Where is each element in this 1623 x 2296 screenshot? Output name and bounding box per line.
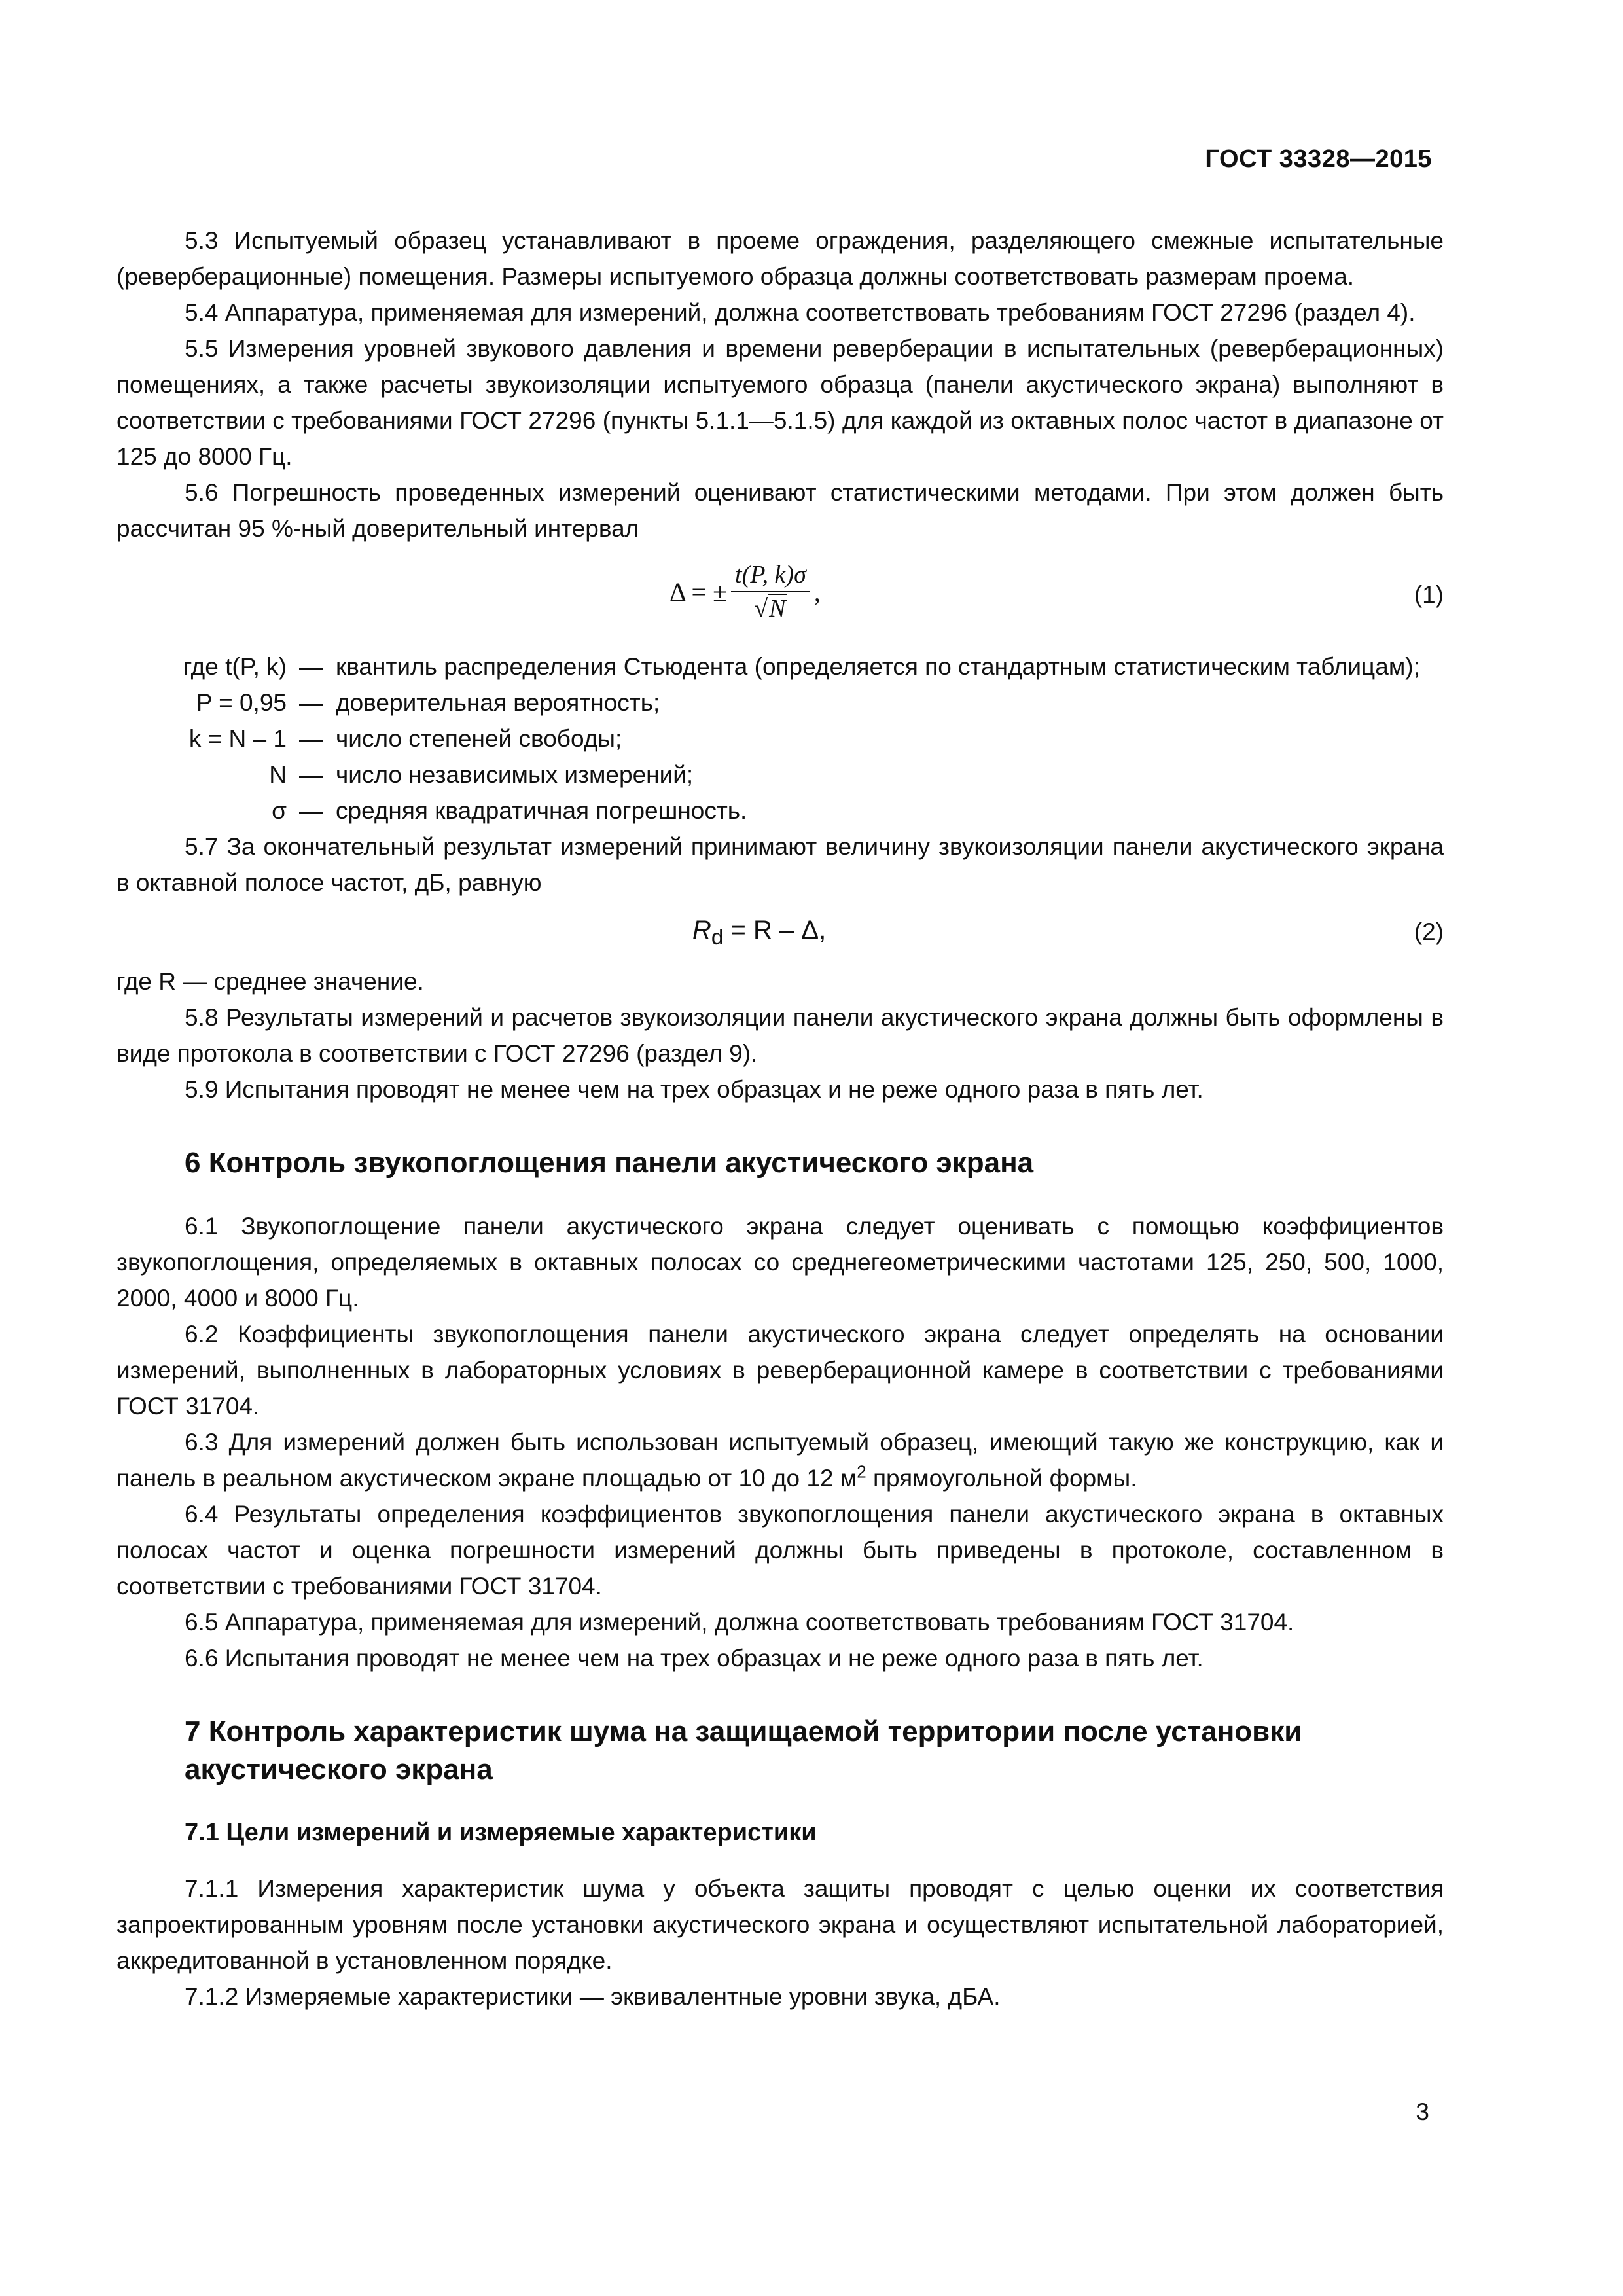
where-dash: — bbox=[299, 725, 323, 752]
where-description: число степеней свободы; bbox=[336, 725, 622, 752]
formula-1-fraction bbox=[731, 560, 810, 624]
paragraph-5-5: 5.5 Измерения уровней звукового давления и времени реверберации в испытательных (реверберационных) помещениях, а также расчеты звукоизоляции испытуемого образца (панели акустического экрана) выполняют в соответствии с требованиями ГОСТ 27296 (пункты 5.1.1—5.1.5) для каждой из октавных полос частот в диапазоне от 125 до 8000 Гц. bbox=[116, 335, 1444, 470]
where-item bbox=[116, 649, 1444, 685]
formula-1 bbox=[116, 550, 1444, 642]
formula-1-tail: , bbox=[813, 577, 821, 607]
paragraph-6-3-text: 6.3 Для измерений должен быть использован испытуемый образец, имеющий такую же конструкцию, как и панель в реальном акустическом экране площадью от 10 до 12 м bbox=[116, 1429, 1444, 1492]
paragraph-6-2: 6.2 Коэффициенты звукопоглощения панели акустического экрана следует определять на основании измерений, выполненных в лабораторных условиях в реверберационной камере в соответствии с требованиями ГОСТ 31704. bbox=[116, 1321, 1444, 1420]
where-symbol: где t(P, k) bbox=[183, 653, 287, 680]
formula-2 bbox=[116, 907, 1444, 960]
where-item bbox=[116, 793, 1444, 829]
paragraph-5-6: 5.6 Погрешность проведенных измерений оценивают статистическими методами. При этом должен быть рассчитан 95 %-ный доверительный интервал bbox=[116, 479, 1444, 542]
paragraph-5-8: 5.8 Результаты измерений и расчетов звукоизоляции панели акустического экрана должны быть оформлены в виде протокола в соответствии с ГОСТ 27296 (раздел 9). bbox=[116, 1004, 1444, 1067]
where-item bbox=[116, 685, 1444, 721]
formula-1-number: (1) bbox=[1414, 581, 1444, 608]
formula-1-numerator: t(P, k)σ bbox=[731, 560, 810, 592]
where-list bbox=[116, 649, 1444, 829]
formula-1-lhs: Δ = ± bbox=[669, 577, 728, 607]
where-dash: — bbox=[299, 689, 323, 716]
paragraph-5-4: 5.4 Аппаратура, применяемая для измерений, должна соответствовать требованиям ГОСТ 27296 (раздел 4). bbox=[185, 299, 1416, 326]
where-symbol: N bbox=[269, 761, 287, 788]
where-dash: — bbox=[299, 761, 323, 788]
formula-2-where: где R — среднее значение. bbox=[116, 968, 424, 995]
formula-1-expression bbox=[669, 560, 821, 624]
paragraph-7-1-2: 7.1.2 Измеряемые характеристики — эквивалентные уровни звука, дБА. bbox=[185, 1983, 1001, 2010]
paragraph-6-1: 6.1 Звукопоглощение панели акустического экрана следует оценивать с помощью коэффициентов звукопоглощения, определяемых в октавных полосах со среднегеометрическими частотами 125, 250, 500, 1000, 2000, 4000 и 8000 Гц. bbox=[116, 1213, 1444, 1312]
where-symbol: k = N – 1 bbox=[188, 725, 287, 752]
page-number: 3 bbox=[1416, 2098, 1429, 2125]
paragraph-6-4: 6.4 Результаты определения коэффициентов звукопоглощения панели акустического экрана в октавных полосах частот и оценка погрешности измерений должны быть приведены в протоколе, составленном в соответствии с требованиями ГОСТ 31704. bbox=[116, 1501, 1444, 1600]
paragraph-5-7: 5.7 За окончательный результат измерений принимают величину звукоизоляции панели акустического экрана в октавной полосе частот, дБ, равную bbox=[116, 833, 1444, 896]
paragraph-5-9: 5.9 Испытания проводят не менее чем на трех образцах и не реже одного раза в пять лет. bbox=[185, 1076, 1204, 1103]
paragraph-6-3-end: прямоугольной формы. bbox=[866, 1465, 1137, 1492]
paragraph-6-6: 6.6 Испытания проводят не менее чем на трех образцах и не реже одного раза в пять лет. bbox=[185, 1645, 1204, 1672]
section-7-1-heading: 7.1 Цели измерений и измеряемые характеристики bbox=[185, 1819, 817, 1846]
document-code-header: ГОСТ 33328—2015 bbox=[1205, 145, 1432, 173]
where-dash: — bbox=[299, 797, 323, 824]
formula-1-denominator: N bbox=[769, 595, 786, 622]
where-description: средняя квадратичная погрешность. bbox=[336, 797, 747, 824]
formula-2-expression bbox=[692, 912, 826, 956]
where-dash: — bbox=[299, 653, 323, 680]
section-6-heading: 6 Контроль звукопоглощения панели акустического экрана bbox=[185, 1147, 1034, 1179]
paragraph-7-1-1: 7.1.1 Измерения характеристик шума у объекта защиты проводят с целью оценки их соответствия запроектированным уровням после установки акустического экрана и осуществляют испытательной лабораторией, аккредитованной в установленном порядке. bbox=[116, 1875, 1444, 1974]
paragraph-6-5: 6.5 Аппаратура, применяемая для измерений, должна соответствовать требованиям ГОСТ 31704. bbox=[185, 1609, 1294, 1636]
where-item bbox=[116, 757, 1444, 793]
where-description: доверительная вероятность; bbox=[336, 689, 660, 716]
paragraph-5-3: 5.3 Испытуемый образец устанавливают в проеме ограждения, разделяющего смежные испытательные (реверберационные) помещения. Размеры испытуемого образца должны соответствовать размерам проема. bbox=[116, 227, 1444, 290]
formula-2-rhs: = R – Δ, bbox=[723, 916, 827, 944]
sqrt-icon: √ bbox=[754, 595, 768, 622]
formula-2-subscript: d bbox=[711, 925, 724, 950]
formula-1-denominator-wrap bbox=[754, 592, 787, 624]
where-description: число независимых измерений; bbox=[336, 761, 694, 788]
where-description: квантиль распределения Стьюдента (определяется по стандартным статистическим таблицам); bbox=[336, 653, 1420, 680]
where-symbol: P = 0,95 bbox=[196, 689, 287, 716]
paragraph-6-3 bbox=[116, 1424, 1444, 1496]
where-item bbox=[116, 721, 1444, 757]
formula-2-lhs: R bbox=[692, 916, 711, 944]
formula-2-number: (2) bbox=[1414, 918, 1444, 945]
document-body bbox=[116, 223, 1444, 2015]
section-7-heading: 7 Контроль характеристик шума на защищаемой территории после установки акустического экрана bbox=[185, 1715, 1302, 1785]
paragraph-6-3-superscript: 2 bbox=[857, 1462, 866, 1482]
where-symbol: σ bbox=[272, 797, 287, 824]
